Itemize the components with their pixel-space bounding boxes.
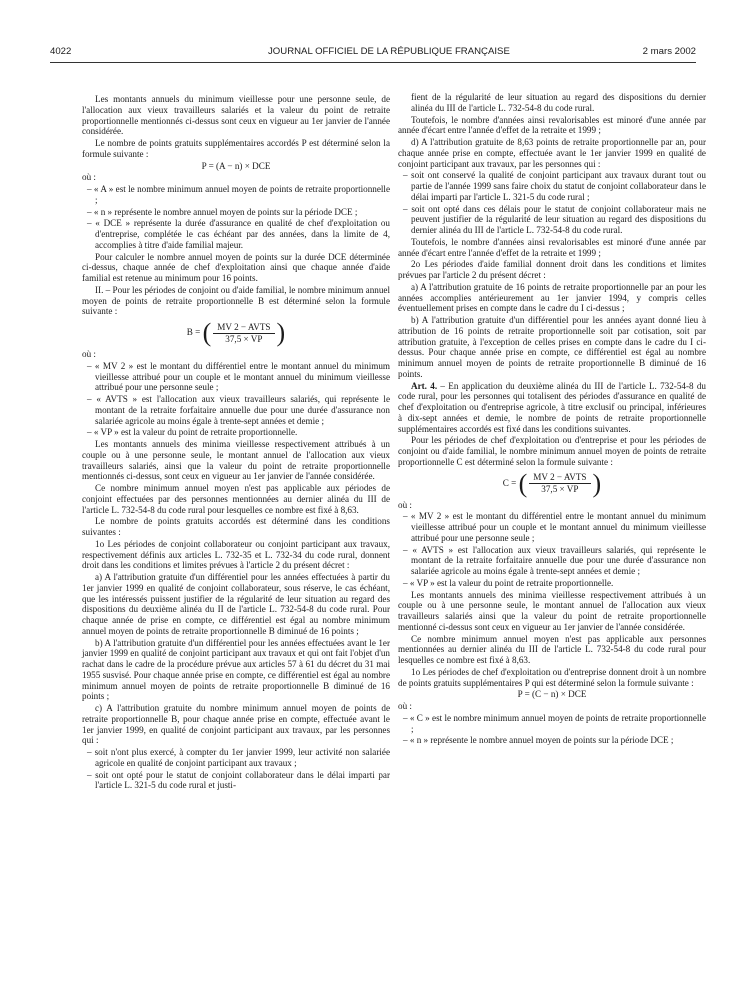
paragraph: II. – Pour les périodes de conjoint ou d'aide familial, le nombre minimum annuel moyen de points de retraite proportionnelle B est déterminé selon la formule suivante : <box>82 284 390 317</box>
paragraph: d) A l'attribution gratuite de 8,63 points de retraite proportionnelle par an, pour chaque année prise en compte, effectuée avant le 1er janvier 1999 en qualité de conjoint participant aux travaux, par les personnes qui : <box>398 137 706 169</box>
left-column <box>82 94 390 792</box>
header-rule <box>50 62 696 63</box>
paragraph: 1o Les périodes de chef d'exploitation ou d'entreprise donnent droit à un nombre de points gratuits supplémentaires P qui est déterminé selon la formule suivante : <box>398 666 706 688</box>
paragraph: a) A l'attribution gratuite d'un différentiel pour les années effectuées à partir du 1er janvier 1999 en qualité de conjoint collaborateur, sous réserve, le cas échéant, que les intéressés puissent justifier de la régularité de leur situation au regard des dispositions du deuxième alinéa du II de l'article L. 732-54-8 du code rural. Pour chaque année de prise en compte, ce différentiel est égal au nombre minimum annuel moyen de points de retraite proportionnelle B diminué de 16 points ; <box>82 572 390 636</box>
fraction <box>529 472 590 495</box>
definition-item: – « A » est le nombre minimum annuel moyen de points de retraite proportionnelle ; <box>87 184 390 205</box>
definition-item: – « AVTS » est l'allocation aux vieux travailleurs salariés, qui représente le montant de la retraite forfaitaire annuelle due pour une durée d'assurance non salariée agricole au moins égale à trente-sept années et demie ; <box>87 394 390 426</box>
fraction-numerator: MV 2 − AVTS <box>529 472 590 484</box>
paragraph: b) A l'attribution gratuite d'un différentiel pour les années effectuées avant le 1er janvier 1999 en qualité de conjoint participant aux travaux et qui ont fait l'objet d'un rachat dans le cadre de la procédure prévue aux articles 57 à 61 du décret du 31 mai 1955 susvisé. Pour chaque année prise en compte, ce différentiel est égal au nombre minimum annuel moyen de points de retraite proportionnelle B diminué de 16 points ; <box>82 637 390 702</box>
formula-b <box>82 320 390 346</box>
fraction <box>213 322 274 345</box>
definition-item: – « MV 2 » est le montant du différentiel entre le montant annuel du minimum vieillesse attribué pour un couple et le montant annuel du minimum vieillesse attribué pour une personne seule ; <box>87 360 390 393</box>
definition-item: – « AVTS » est l'allocation aux vieux travailleurs salariés, qui représente le montant de la retraite forfaitaire annuelle due pour une durée d'assurance non salariée agricole au moins égale à trente-sept années et demie ; <box>403 544 706 576</box>
definition-item: – « n » représente le nombre annuel moyen de points sur la période DCE ; <box>403 735 674 746</box>
definition-item: – « MV 2 » est le montant du différentiel entre le montant annuel du minimum vieillesse attribué pour un couple et le montant annuel du minimum vieillesse attribué pour une personne seule ; <box>403 511 706 543</box>
definition-item: – soit ont opté pour le statut de conjoint collaborateur dans le délai imparti par l'article L. 321-5 du code rural et justi- <box>87 769 390 791</box>
definition-item: – « C » est le nombre minimum annuel moyen de points de retraite proportionnelle ; <box>403 712 706 734</box>
paragraph: Les montants annuels des minima vieillesse respectivement attribués à un couple ou à une personne seule, le montant annuel de l'allocation aux vieux travailleurs salariés ainsi que la valeur du point de retraite proportionnelle mentionné ci-dessus sont ceux en vigueur au 1er janvier de l'année considérée. <box>398 589 706 632</box>
paragraph: Toutefois, le nombre d'années ainsi revalorisables est minoré d'une année par année d'écart entre l'année d'effet de la retraite et 1999 ; <box>398 114 706 136</box>
article-4-text: – En application du deuxième alinéa du III de l'article L. 732-54-8 du code rural, pour les personnes qui totalisent des périodes d'assurance en qualité de chef d'exploitation ou d'entreprise agricole, à titre exclusif ou principal, inférieures à dix-sept années et demie, le nombre de points de retraite proportionnelle supplémentaires accordés est fixé dans les conditions suivantes. <box>398 380 706 434</box>
paragraph: Les montants annuels des minima vieillesse respectivement attribués à un couple ou à une personne seule, le montant annuel de l'allocation aux vieux travailleurs salariés, ainsi que la valeur du point de retraite proportionnelle mentionnés ci-dessus, sont ceux en vigueur au 1er janvier de l'année considérée. <box>82 439 390 482</box>
formula-p: P = (A − n) × DCE <box>201 160 271 171</box>
definition-item: – soit ont opté dans ces délais pour le statut de conjoint collaborateur mais ne peuvent justifier de la régularité de leur situation au regard des dispositions du dernier alinéa du III de l'article L. 732-54-8 du code rural. <box>403 203 706 235</box>
journal-title: JOURNAL OFFICIEL DE LA RÉPUBLIQUE FRANÇAISE <box>268 46 510 57</box>
paragraph: c) A l'attribution gratuite du nombre minimum annuel moyen de points de retraite proportionnelle B, pour chaque année prise en compte, effectuée avant le 1er janvier 1999, en qualité de conjoint participant aux travaux, par les personnes qui : <box>82 703 390 746</box>
page-header <box>50 46 696 60</box>
article-4-label: Art. 4. <box>411 380 438 391</box>
right-column <box>398 92 706 747</box>
paragraph: Ce nombre minimum annuel moyen n'est pas applicable aux périodes de conjoint effectuées par des personnes mentionnées au dernier alinéa du III de l'article L. 732-54-8 du code rural pour lesquelles ce nombre est fixé à 8,63. <box>82 483 390 515</box>
page-number: 4022 <box>50 46 72 57</box>
fraction-denominator: 37,5 × VP <box>541 484 579 494</box>
paragraph: Pour les périodes de chef d'exploitation ou d'entreprise et pour les périodes de conjoint ou d'aide familial, le nombre minimum annuel moyen de points de retraite proportionnelle C est déterminé selon la formule suivante : <box>398 435 706 467</box>
formula-p2: P = (C − n) × DCE <box>517 689 587 700</box>
right-paren: ) <box>592 468 602 498</box>
paragraph: Ce nombre minimum annuel moyen n'est pas applicable aux personnes mentionnées au dernier alinéa du III de l'article L. 732-54-8 du code rural pour lesquelles ce nombre est fixé à 8,63. <box>398 633 706 665</box>
definition-item: – « VP » est la valeur du point de retraite proportionnelle. <box>403 577 614 588</box>
paragraph: Le nombre de points gratuits supplémentaires accordés P est déterminé selon la formule suivante : <box>82 138 390 159</box>
definition-item: – « DCE » représente la durée d'assurance en qualité de chef d'exploitation ou d'entreprise, complétée le cas échéant par des années, dans la limite de 4, accomplies à titre d'aide familial majeur. <box>87 218 390 250</box>
paragraph: Le nombre de points gratuits accordés est déterminé dans les conditions suivantes : <box>82 516 390 537</box>
article-4-paragraph <box>398 381 706 435</box>
formula-c-lhs: C = <box>502 477 517 488</box>
paragraph: fient de la régularité de leur situation au regard des dispositions du dernier alinéa du III de l'article L. 732-54-8 du code rural. <box>411 92 706 113</box>
right-paren: ) <box>276 318 286 347</box>
definition-item: – soit ont conservé la qualité de conjoint participant aux travaux durant tout ou partie de l'année 1999 sans faire choix du statut de conjoint collaborateur dans le délai imparti par l'article L. 321-5 du code rural ; <box>403 170 706 202</box>
ou-label: où : <box>82 172 96 183</box>
formula-c <box>398 468 706 498</box>
paragraph: Toutefois, le nombre d'années ainsi revalorisables est minoré d'une année par année d'écart entre l'année d'effet de la retraite et 1999 ; <box>398 236 706 258</box>
paragraph: a) A l'attribution gratuite de 16 points de retraite proportionnelle par an pour les années accomplies antérieurement au 1er janvier 1994, y compris celles éventuellement prises en compte dans le cadre du I ci-dessus ; <box>398 281 706 314</box>
fraction-numerator: MV 2 − AVTS <box>213 322 274 334</box>
definition-item: – soit n'ont plus exercé, à compter du 1er janvier 1999, leur activité non salariée agricole en qualité de conjoint participant aux travaux ; <box>87 747 390 768</box>
paragraph: Pour calculer le nombre annuel moyen de points sur la durée DCE déterminée ci-dessus, chaque année de chef d'exploitation ainsi que chaque année d'aide familial est retenue au minimum pour 16 points. <box>82 251 390 283</box>
fraction-denominator: 37,5 × VP <box>225 333 263 344</box>
paragraph: 1o Les périodes de conjoint collaborateur ou conjoint participant aux travaux, respectivement définis aux articles L. 732-35 et L. 732-34 du code rural, donnent droit dans les conditions et limites prévues à l'article 2 du présent décret : <box>82 538 390 571</box>
paragraph: b) A l'attribution gratuite d'un différentiel pour les années ayant donné lieu à attribution de 16 points de retraite proportionnelle soit par cotisation, soit par attribution gratuite, à l'exception de celles prises en compte dans le cadre du I ci-dessus. Pour chaque année prise en compte, ce différentiel est égal au nombre minimum annuel moyen de points de retraite proportionnelle B diminué de 16 points. <box>398 315 706 379</box>
left-paren: ( <box>518 468 528 498</box>
definition-item: – « n » représente le nombre annuel moyen de points sur la période DCE ; <box>87 206 358 217</box>
definition-item: – « VP » est la valeur du point de retraite proportionnelle. <box>87 427 298 438</box>
formula-b-lhs: B = <box>186 327 201 338</box>
left-paren: ( <box>202 318 212 347</box>
paragraph: Les montants annuels du minimum vieillesse pour une personne seule, de l'allocation aux vieux travailleurs salariés et la valeur du point de retraite proportionnelle mentionnés ci-dessus sont ceux en vigueur au 1er janvier de l'année considérée. <box>82 94 390 137</box>
issue-date: 2 mars 2002 <box>642 46 696 57</box>
ou-label: où : <box>398 701 412 711</box>
paragraph: 2o Les périodes d'aide familial donnent droit dans les conditions et limites prévues par l'article 2 du présent décret : <box>398 259 706 280</box>
ou-label: où : <box>82 349 96 359</box>
ou-label: où : <box>398 499 412 510</box>
